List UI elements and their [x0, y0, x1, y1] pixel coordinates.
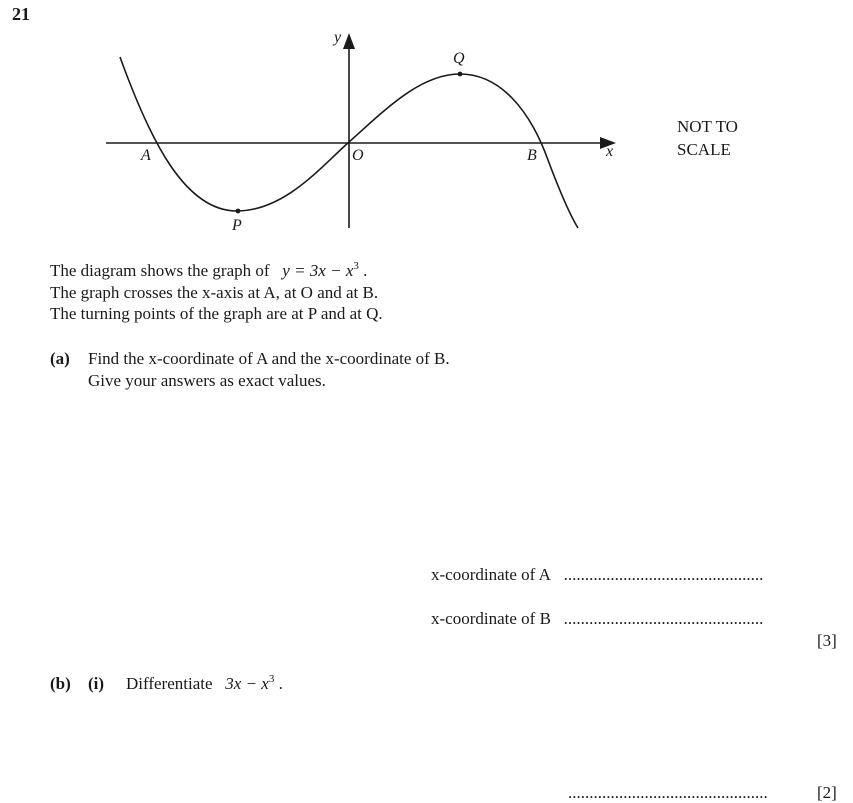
- not-to-scale-note: [677, 115, 797, 161]
- part-b-expression: 3x − x: [225, 674, 269, 693]
- part-a-text-1: Find the x-coordinate of A and the x-coordinate of B.: [88, 349, 450, 368]
- part-b-suffix: .: [278, 674, 283, 693]
- point-a-label: A: [141, 147, 151, 164]
- part-b: [50, 674, 283, 694]
- point-o-label: O: [352, 147, 364, 164]
- question-stem: [50, 260, 383, 325]
- answer-row-b-i: [568, 783, 768, 803]
- stem-line-3: The turning points of the graph are at P and at Q.: [50, 304, 383, 323]
- point-p-label: P: [232, 217, 242, 234]
- y-axis-label: y: [334, 29, 342, 46]
- answer-row-b: [431, 609, 763, 629]
- part-b-text: Differentiate: [126, 674, 213, 693]
- answer-b-field[interactable]: ...............................................: [563, 609, 764, 628]
- stem-equation: y = 3x − x: [282, 261, 354, 280]
- y-axis-arrow: [343, 33, 355, 49]
- part-b-marks: [2]: [817, 783, 837, 802]
- part-b-expression-exponent: 3: [268, 673, 275, 685]
- question-number: 21: [12, 4, 30, 24]
- note-line-1: NOT TO: [677, 117, 738, 136]
- note-line-2: SCALE: [677, 140, 731, 159]
- point-q-label: Q: [453, 50, 465, 67]
- part-a-tag: (a): [50, 349, 70, 368]
- part-b-tag: (b): [50, 674, 71, 693]
- answer-row-a: [431, 565, 763, 585]
- part-b-sub-tag: (i): [88, 674, 105, 693]
- stem-line-1-suffix: .: [363, 261, 368, 280]
- point-b-label: B: [527, 147, 537, 164]
- part-a-line-1: [50, 348, 450, 370]
- stem-line-2: The graph crosses the x-axis at A, at O and at B.: [50, 282, 379, 302]
- part-a-line-2: Give your answers as exact values.: [88, 370, 326, 390]
- answer-b-i-field[interactable]: ...............................................: [568, 783, 768, 802]
- stem-line-1: [50, 260, 383, 282]
- stem-line-1-prefix: The diagram shows the graph of: [50, 261, 270, 280]
- part-a-marks: [3]: [817, 631, 837, 650]
- point-q-dot: [458, 72, 463, 77]
- part-a: [50, 348, 450, 391]
- stem-equation-exponent: 3: [353, 260, 359, 272]
- answer-b-label: x-coordinate of B: [431, 609, 551, 628]
- x-axis-label: x: [606, 143, 614, 160]
- point-p-dot: [236, 209, 241, 214]
- answer-a-field[interactable]: ...............................................: [563, 565, 764, 584]
- answer-a-label: x-coordinate of A: [431, 565, 551, 584]
